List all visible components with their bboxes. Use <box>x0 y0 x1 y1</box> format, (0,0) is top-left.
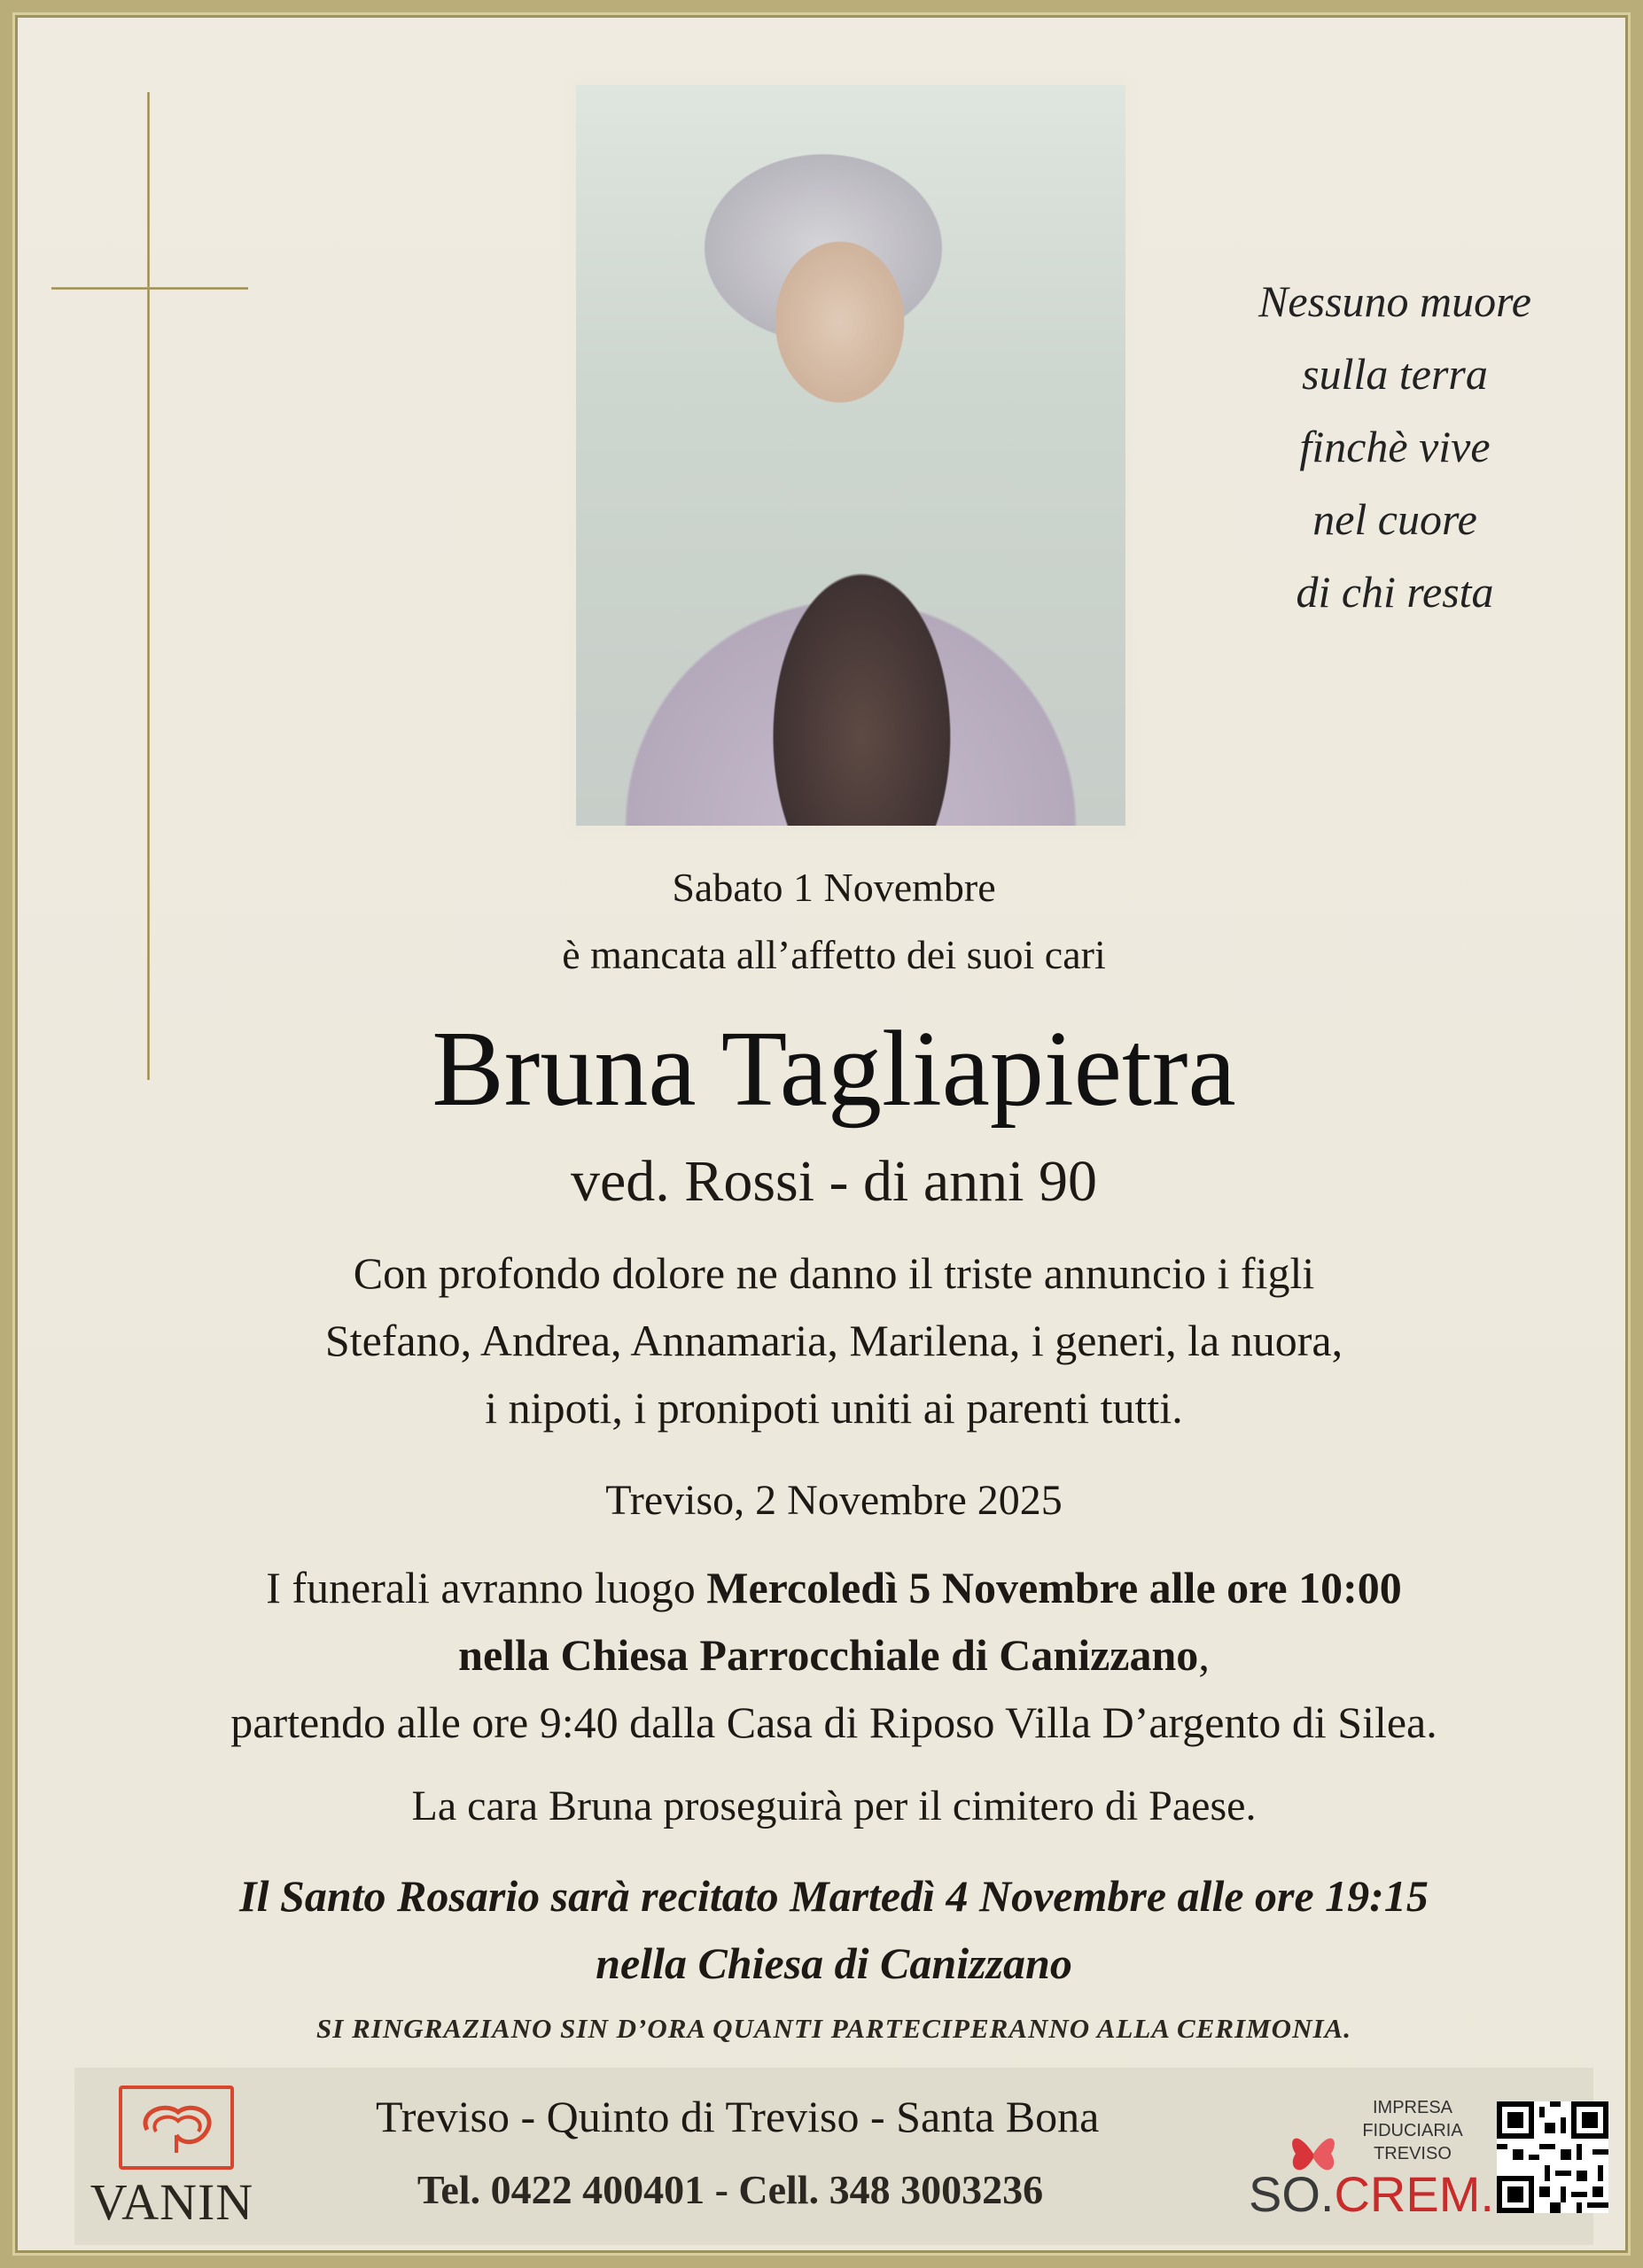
partner-line: IMPRESA <box>1372 2098 1453 2117</box>
deceased-subtitle: ved. Rossi - di anni 90 <box>571 1149 1097 1214</box>
footer-locations: Treviso - Quinto di Treviso - Santa Bona <box>376 2092 1100 2141</box>
poem-line: di chi resta <box>1296 567 1494 617</box>
poem-line: sulla terra <box>1302 349 1488 399</box>
partner-so: SO. <box>1249 2166 1335 2222</box>
burial-info: La cara Bruna proseguirà per il cimitero di Paese. <box>411 1783 1257 1829</box>
brand-name: VANIN <box>90 2173 254 2231</box>
death-date: Sabato 1 Novembre <box>672 865 996 910</box>
family-line: Con profondo dolore ne danno il triste annuncio i figli <box>353 1248 1315 1298</box>
funeral-where: nella Chiesa Parrocchiale di Canizzano <box>458 1630 1199 1680</box>
thanks-note: SI RINGRAZIANO SIN D’ORA QUANTI PARTECIPERANNO ALLA CERIMONIA. <box>316 2013 1351 2044</box>
passed-away-line: è mancata all’affetto dei suoi cari <box>562 932 1106 977</box>
partner-line: FIDUCIARIA <box>1362 2121 1463 2140</box>
funeral-when: Mercoledì 5 Novembre alle ore 10:00 <box>706 1563 1402 1612</box>
rosary-line: Il Santo Rosario sarà recitato Martedì 4 Novembre alle ore 19:15 <box>239 1871 1429 1921</box>
family-line: i nipoti, i pronipoti uniti ai parenti tutti. <box>485 1383 1183 1433</box>
poem <box>1182 265 1608 628</box>
funeral-line-2 <box>12 1621 1643 1689</box>
footer <box>74 2068 1593 2245</box>
funeral-where-suffix: , <box>1198 1630 1210 1680</box>
family-line: Stefano, Andrea, Annamaria, Marilena, i generi, la nuora, <box>324 1316 1343 1365</box>
funeral-info <box>12 1554 1643 1756</box>
poem-line: nel cuore <box>1312 494 1477 544</box>
footer-phones: Tel. 0422 400401 - Cell. 348 3003236 <box>417 2167 1044 2212</box>
poem-line: finchè vive <box>1299 422 1491 471</box>
funeral-departure: partendo alle ore 9:40 dalla Casa di Riposo Villa D’argento di Silea. <box>230 1697 1437 1747</box>
place-date: Treviso, 2 Novembre 2025 <box>605 1477 1063 1524</box>
partner-line: TREVISO <box>1374 2144 1452 2163</box>
poem-line: Nessuno muore <box>1258 276 1531 326</box>
portrait-photo <box>576 85 1125 826</box>
funeral-intro: I funerali avranno luogo <box>266 1563 707 1612</box>
deceased-name: Bruna Tagliapietra <box>432 1009 1236 1129</box>
rosary-line: nella Chiesa di Canizzano <box>596 1938 1072 1988</box>
funeral-line-1 <box>12 1554 1643 1621</box>
qr-code-icon[interactable] <box>1497 2101 1608 2213</box>
cross-icon-arm <box>51 287 248 290</box>
partner-logo <box>1249 2165 1494 2224</box>
rosary-info <box>12 1862 1643 1997</box>
vanin-logo-icon <box>119 2085 234 2170</box>
partner-description <box>1351 2096 1475 2165</box>
partner-crem: CREM. <box>1334 2166 1494 2222</box>
family-announcement <box>12 1239 1643 1441</box>
